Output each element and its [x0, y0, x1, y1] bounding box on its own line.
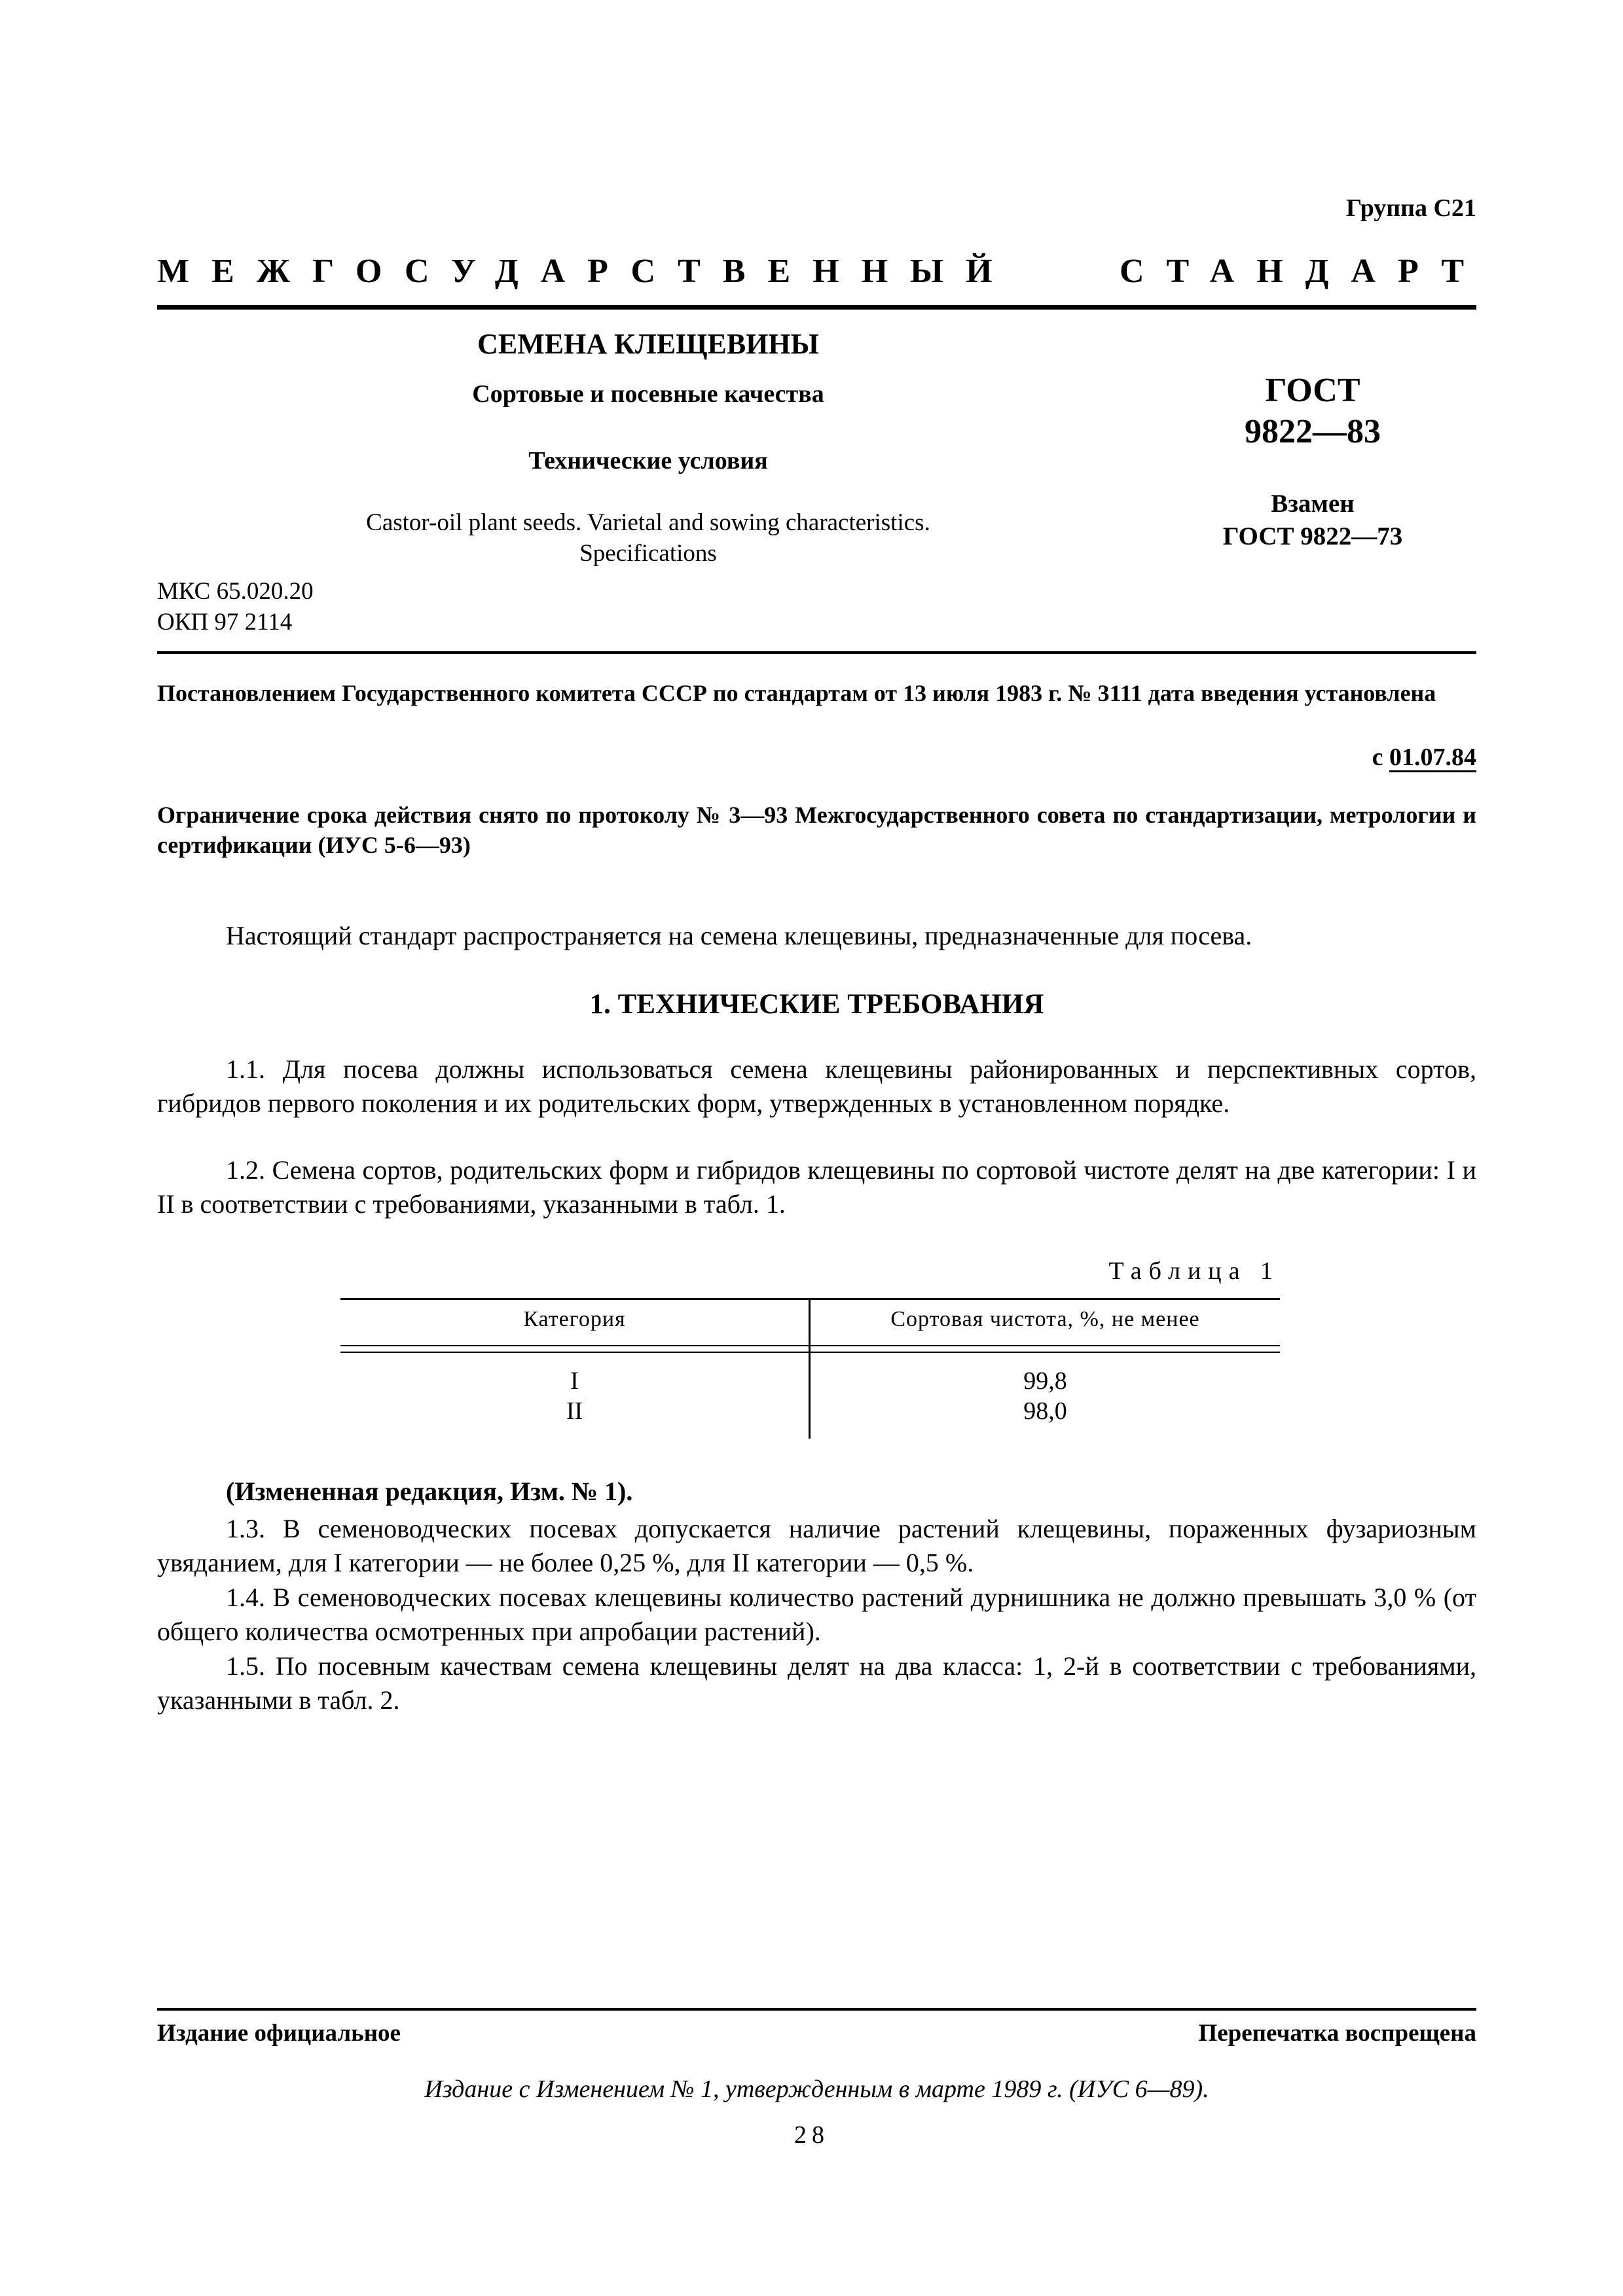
- section-1-heading: 1. ТЕХНИЧЕСКИЕ ТРЕБОВАНИЯ: [589, 989, 1044, 1020]
- page-number: 28: [794, 2121, 830, 2149]
- replaces-label: Взамен: [1271, 490, 1355, 518]
- standard-type-heading: [157, 252, 1487, 291]
- english-title: [249, 507, 1048, 569]
- title-rule: [157, 651, 1476, 654]
- gost-number-block: [1172, 370, 1453, 452]
- clause-1-3: 1.3. В семеноводческих посевах допускается наличие растений клещевины, пораженных фузариозным увяданием, для I категории — не более 0,25 %, для II категории — 0,5 %.: [157, 1514, 1476, 1577]
- english-title-line-1: Castor-oil plant seeds. Varietal and sowing characteristics.: [366, 509, 930, 536]
- english-title-line-2: Specifications: [579, 540, 717, 567]
- clause-1-5: 1.5. По посевным качествам семена клещевины делят на два класса: 1, 2-й в соответствии с требованиями, указанными в табл. 2.: [157, 1651, 1476, 1715]
- table-1-row-category: II: [566, 1397, 583, 1425]
- table-1-row-purity: 99,8: [1023, 1367, 1067, 1395]
- limitation-note: Ограничение срока действия снято по протоколу № 3—93 Межгосударственного совета по стандартизации, метрологии и сертификации (ИУС 5-6—93): [157, 802, 1476, 858]
- decree-text: Постановлением Государственного комитета СССР по стандартам от 13 июля 1983 г. № 3111 дата введения установлена: [157, 680, 1436, 706]
- edition-note: Издание с Изменением № 1, утвержденным в марте 1989 г. (ИУС 6—89).: [424, 2075, 1209, 2103]
- clause-1-2: 1.2. Семена сортов, родительских форм и гибридов клещевины по сортовой чистоте делят на две категории: I и II в соответствии с требованиями, указанными в табл. 1.: [157, 1155, 1476, 1219]
- table-1-row-category: I: [570, 1367, 579, 1395]
- document-title: СЕМЕНА КЛЕЩЕВИНЫ: [477, 328, 819, 360]
- gost-label: ГОСТ: [1265, 372, 1360, 409]
- table-1-row-purity: 98,0: [1023, 1397, 1067, 1425]
- amendment-note: (Измененная редакция, Изм. № 1).: [226, 1477, 633, 1506]
- standard-type-word-1: МЕЖГОСУДАРСТВЕННЫЙ: [157, 253, 1015, 290]
- gost-number: 9822—83: [1245, 413, 1381, 450]
- mks-code: МКС 65.020.20: [157, 578, 314, 605]
- table-1-header-purity: Сортовая чистота, %, не менее: [890, 1307, 1200, 1331]
- okp-code: ОКП 97 2114: [157, 609, 293, 636]
- standard-type-word-2: СТАНДАРТ: [1120, 253, 1487, 290]
- footer-rule: [157, 2008, 1476, 2011]
- introduction-date-value: 01.07.84: [1389, 744, 1476, 771]
- table-1-header-category: Категория: [523, 1307, 626, 1331]
- document-subtitle-2: Технические условия: [528, 447, 768, 475]
- footer-reprint-prohibited: Перепечатка воспрещена: [1198, 2020, 1476, 2047]
- scope-paragraph: Настоящий стандарт распространяется на семена клещевины, предназначенные для посева.: [226, 921, 1252, 950]
- document-subtitle-1: Сортовые и посевные качества: [472, 380, 824, 408]
- footer-official-edition: Издание официальное: [157, 2020, 401, 2047]
- clause-1-4: 1.4. В семеноводческих посевах клещевины количество растений дурнишника не должно превышать 3,0 % (от общего количества осмотренных при апробации растений).: [157, 1583, 1476, 1646]
- introduction-date: [1244, 743, 1476, 772]
- group-code: Группа С21: [1345, 194, 1476, 222]
- header-rule-thick: [157, 305, 1476, 310]
- replaces-value: ГОСТ 9822—73: [1222, 522, 1403, 550]
- clause-1-1: 1.1. Для посева должны использоваться семена клещевины районированных и перспективных сортов, гибридов первого поколения и их родительских форм, утвержденных в установленном порядке.: [157, 1054, 1476, 1118]
- table-1-caption: Таблица 1: [1108, 1257, 1280, 1285]
- introduction-date-prefix: с: [1372, 744, 1383, 771]
- replaces-block: [1172, 488, 1453, 553]
- classification-codes: [157, 576, 314, 637]
